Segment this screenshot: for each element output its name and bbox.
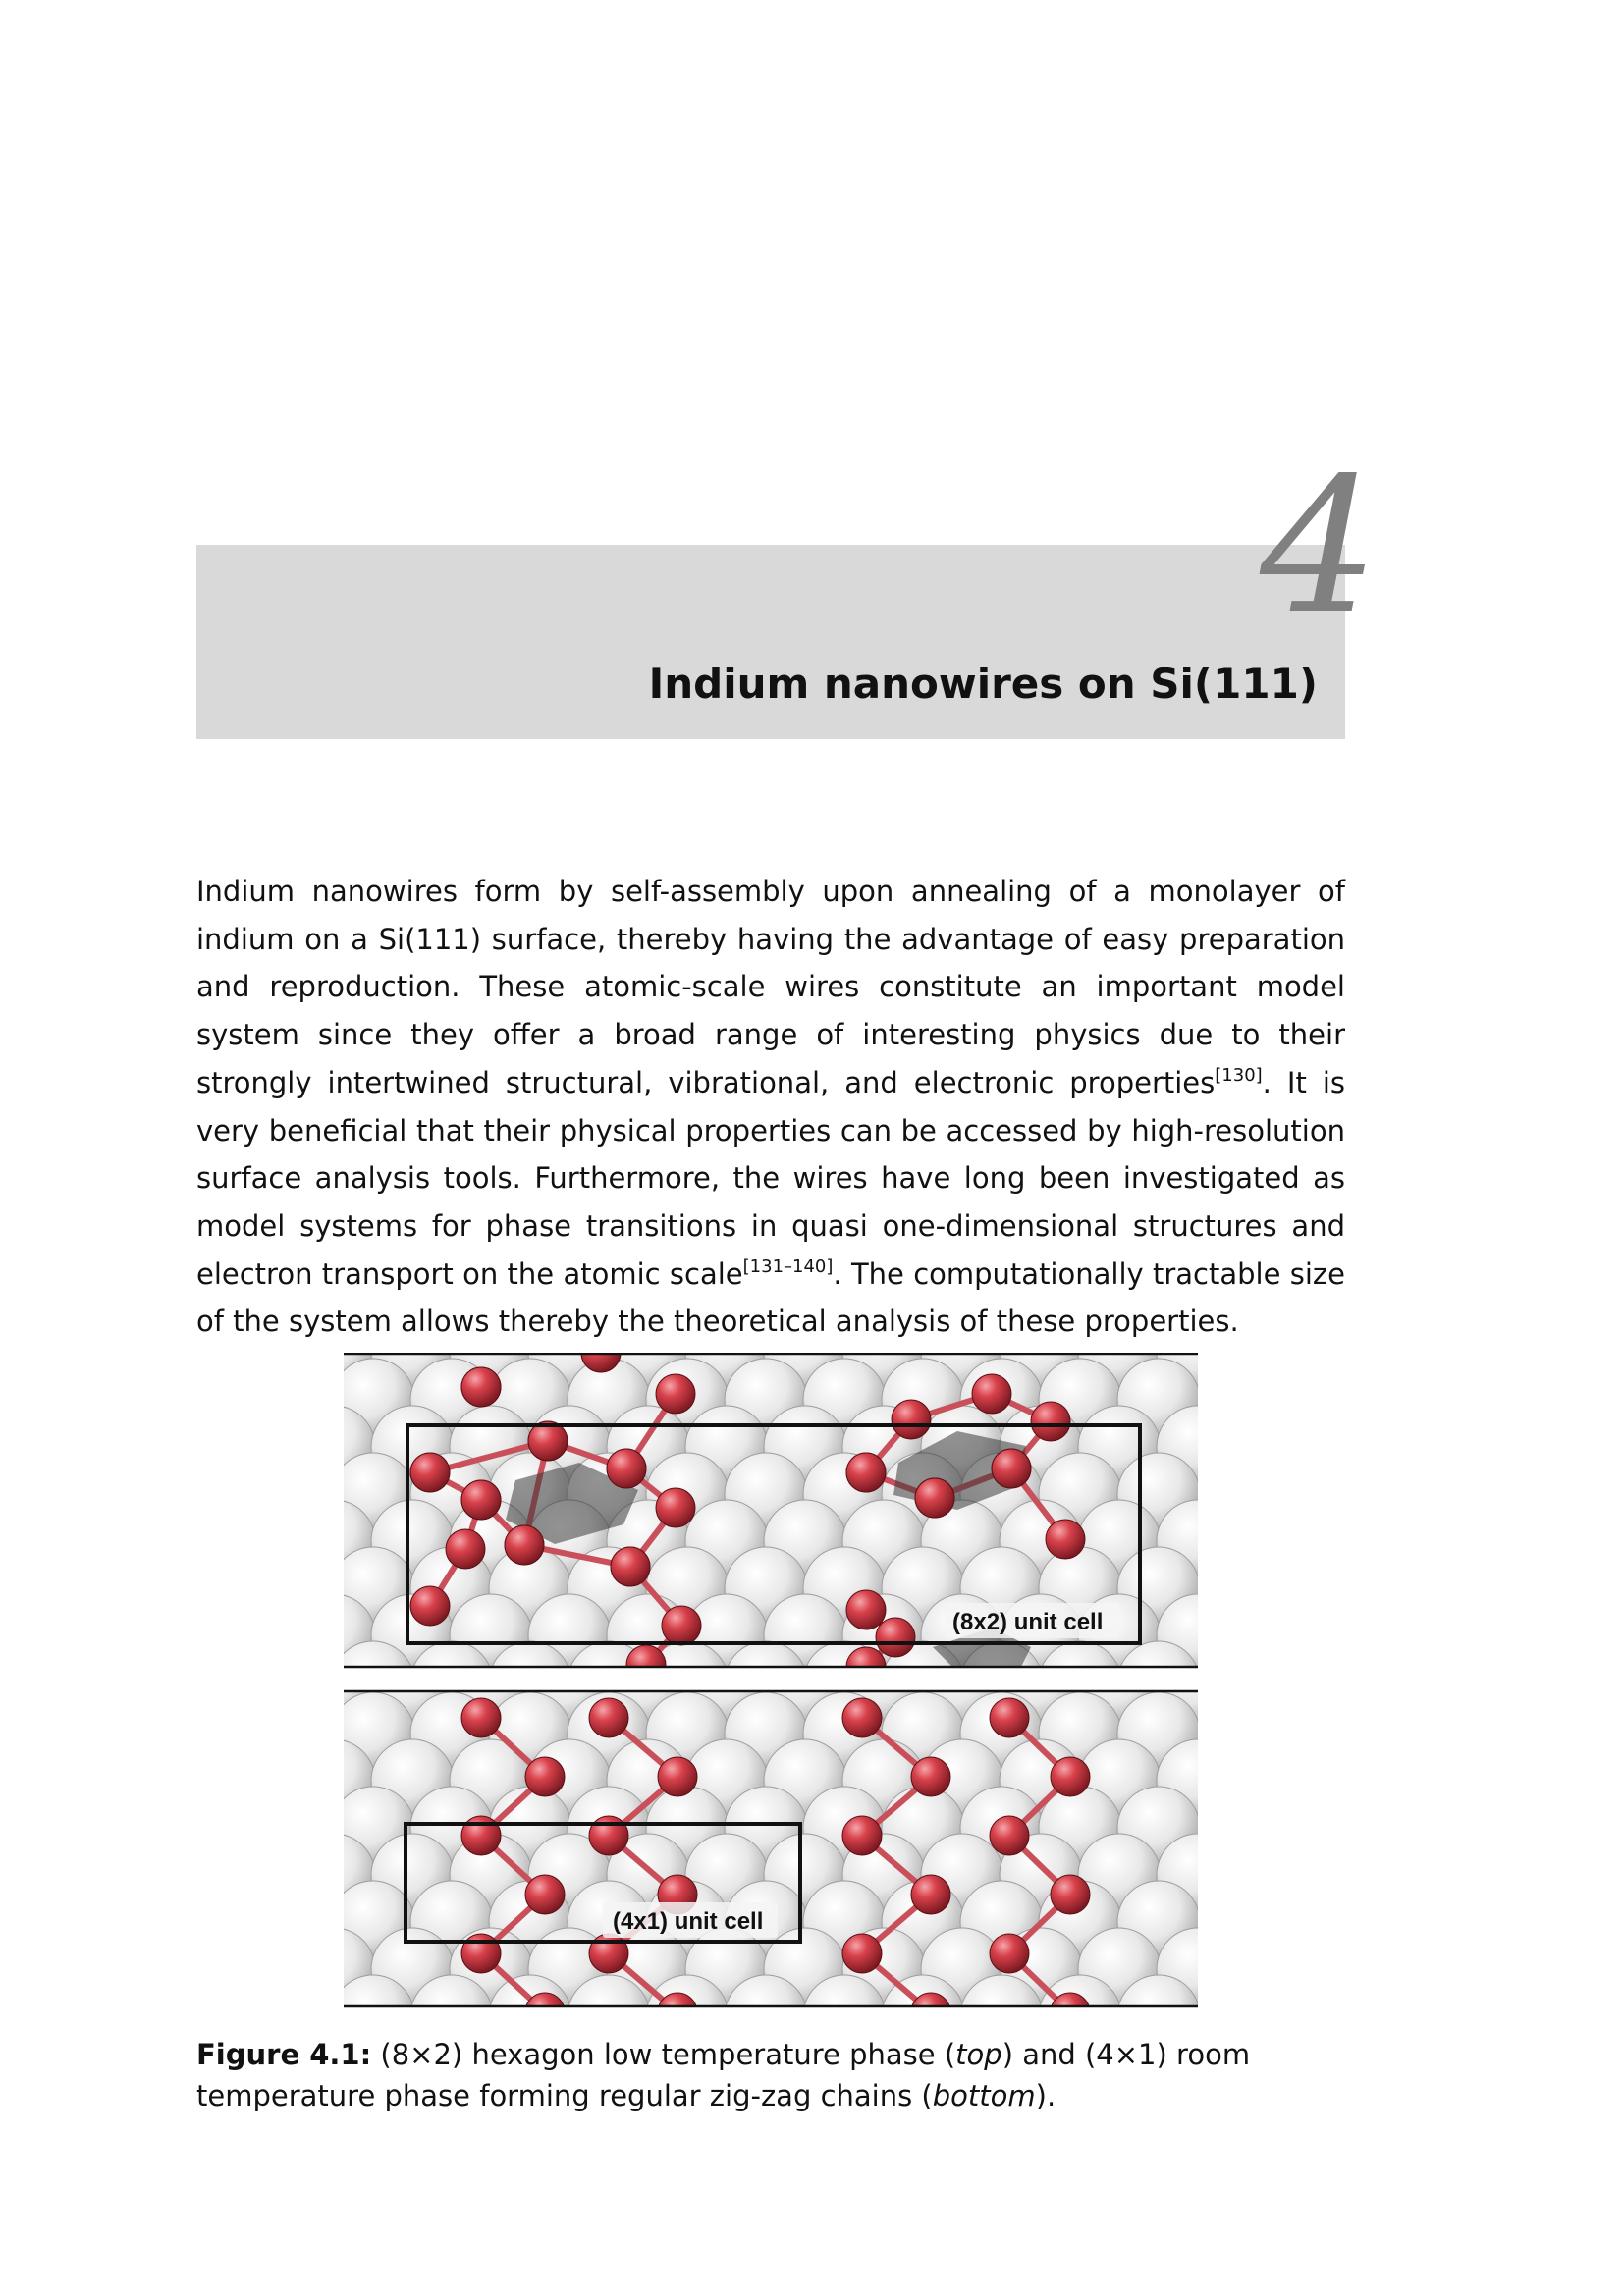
indium-atom: [990, 1698, 1029, 1737]
citation-131-140: [131–140]: [742, 1255, 834, 1277]
indium-atom: [842, 1934, 882, 1973]
indium-atom: [1031, 1402, 1070, 1441]
indium-atom: [525, 1757, 565, 1796]
indium-atom: [525, 1875, 565, 1914]
indium-atom: [842, 1698, 882, 1737]
caption-text-3: ).: [1035, 2079, 1056, 2112]
caption-text-1: (8×2) hexagon low temperature phase (: [371, 2038, 956, 2071]
indium-atom: [658, 1757, 697, 1796]
indium-atom: [589, 1698, 628, 1737]
indium-atom: [461, 1480, 501, 1520]
indium-atom: [656, 1374, 695, 1414]
figure-4-1: [344, 1353, 1198, 2008]
indium-atom: [992, 1449, 1031, 1488]
indium-atom: [410, 1453, 450, 1492]
figure-caption: [196, 2034, 1345, 2116]
indium-atom: [1046, 1520, 1085, 1559]
indium-atom: [876, 1618, 915, 1657]
indium-atom: [662, 1606, 701, 1645]
indium-atom: [846, 1590, 886, 1629]
caption-text-2: ) and (4×1) room temperature phase forming regular zig-zag chains (: [196, 2038, 1251, 2112]
chapter-heading-band: [196, 545, 1345, 739]
indium-atom: [505, 1525, 544, 1565]
caption-top-word: top: [955, 2038, 1002, 2071]
indium-atom: [410, 1586, 450, 1626]
indium-atom: [990, 1934, 1029, 1973]
indium-atom: [892, 1400, 931, 1439]
unit-cell-4x1-label: (4x1) unit cell: [613, 1908, 764, 1935]
chapter-number: 4: [1260, 438, 1379, 655]
citation-130: [130]: [1215, 1064, 1263, 1086]
indium-atom: [656, 1488, 695, 1527]
indium-atom: [911, 1875, 950, 1914]
indium-atom: [607, 1449, 646, 1488]
indium-atom: [1051, 1757, 1090, 1796]
body-text-part-3: . The computationally tractable size of the system allows thereby the theoretical analysis of these properties.: [196, 1256, 1345, 1339]
caption-bottom-word: bottom: [932, 2079, 1036, 2112]
indium-atom: [842, 1816, 882, 1855]
body-paragraph: [196, 868, 1345, 1346]
indium-atom: [915, 1478, 954, 1518]
body-text-part-2: . It is very beneficial that their physical properties can be accessed by high-resolution surface analysis tools. Furthermore, the wires have long been investigated as model systems for phase transitions in quasi one-dimensional structures and electron transport on the atomic scale: [196, 1065, 1345, 1291]
caption-label: Figure 4.1:: [196, 2038, 372, 2071]
indium-atom: [461, 1698, 501, 1737]
indium-atom: [611, 1547, 650, 1586]
indium-atom: [911, 1757, 950, 1796]
unit-cell-8x2-label: (8x2) unit cell: [952, 1609, 1104, 1635]
indium-atom: [446, 1529, 485, 1569]
body-text-part-1: Indium nanowires form by self-assembly upon annealing of a monolayer of indium on a Si(111) surface, thereby having the advantage of easy preparation and reproduction. These atomic-scale wires constitute an important model system since they offer a broad range of interesting physics due to their strongly intertwined structural, vibrational, and electronic properties: [196, 875, 1345, 1099]
indium-atom: [846, 1453, 886, 1492]
indium-atom: [990, 1816, 1029, 1855]
chapter-title: Indium nanowires on Si(111): [648, 660, 1318, 708]
indium-atom: [972, 1374, 1011, 1414]
indium-atom: [1051, 1875, 1090, 1914]
indium-atom: [626, 1645, 666, 1684]
atomic-structure-figure: [344, 1353, 1198, 2008]
indium-atom: [461, 1367, 501, 1407]
